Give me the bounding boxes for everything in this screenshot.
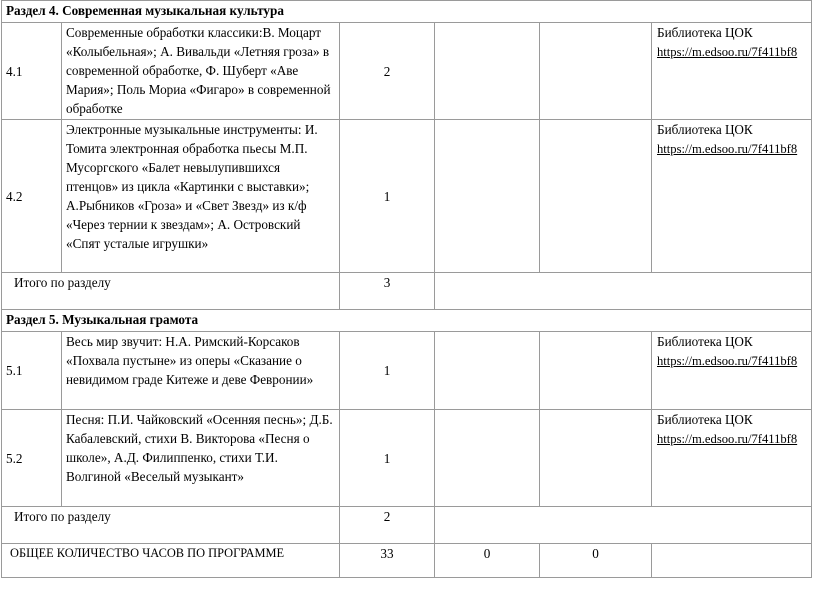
practical-cell xyxy=(540,410,652,507)
row-number: 5.1 xyxy=(2,332,62,410)
table-row xyxy=(2,23,812,120)
resource-link[interactable]: https://m.edsoo.ru/7f411bf8 xyxy=(657,142,798,156)
section-total-row xyxy=(2,507,812,544)
table-row xyxy=(2,410,812,507)
practical-cell xyxy=(540,332,652,410)
section-total-label: Итого по разделу xyxy=(2,507,340,544)
resource-label: Библиотека ЦОК xyxy=(657,412,753,427)
grand-total-control: 0 xyxy=(435,544,540,578)
control-cell xyxy=(435,410,540,507)
resource-link[interactable]: https://m.edsoo.ru/7f411bf8 xyxy=(657,45,798,59)
section-total-empty xyxy=(435,507,812,544)
section-total-row xyxy=(2,273,812,310)
table-row xyxy=(2,120,812,273)
topic-cell: Песня: П.И. Чайковский «Осенняя песнь»; Д.Б. Кабалевский, стихи В. Викторова «Песня о школе», А.Д. Филиппенко, стихи Т.И. Волгиной «Веселый музыкант» xyxy=(62,410,340,507)
section-header-row xyxy=(2,310,812,332)
topic-cell: Весь мир звучит: Н.А. Римский-Корсаков «Похвала пустыне» из оперы «Сказание о невидимом граде Китеже и деве Февронии» xyxy=(62,332,340,410)
grand-total-label: ОБЩЕЕ КОЛИЧЕСТВО ЧАСОВ ПО ПРОГРАММЕ xyxy=(2,544,340,578)
practical-cell xyxy=(540,120,652,273)
control-cell xyxy=(435,120,540,273)
table-row xyxy=(2,332,812,410)
grand-total-row xyxy=(2,544,812,578)
resource-label: Библиотека ЦОК xyxy=(657,334,753,349)
section-total-empty xyxy=(435,273,812,310)
hours-cell: 1 xyxy=(340,410,435,507)
resource-label: Библиотека ЦОК xyxy=(657,122,753,137)
grand-total-hours: 33 xyxy=(340,544,435,578)
resource-cell xyxy=(652,23,812,120)
resource-link[interactable]: https://m.edsoo.ru/7f411bf8 xyxy=(657,354,798,368)
section-total-hours: 3 xyxy=(340,273,435,310)
section-4-title: Раздел 4. Современная музыкальная культура xyxy=(2,1,812,23)
section-total-hours: 2 xyxy=(340,507,435,544)
curriculum-table xyxy=(1,0,812,578)
row-number: 4.1 xyxy=(2,23,62,120)
topic-cell: Электронные музыкальные инструменты: И. Томита электронная обработка пьесы М.П. Мусоргского «Балет невылупившихся птенцов» из цикла «Картинки с выставки»; А.Рыбников «Гроза» и «Свет Звезд» из к/ф «Через тернии к звездам»; А. Островский «Спят усталые игрушки» xyxy=(62,120,340,273)
section-total-label: Итого по разделу xyxy=(2,273,340,310)
resource-cell xyxy=(652,332,812,410)
grand-total-practical: 0 xyxy=(540,544,652,578)
practical-cell xyxy=(540,23,652,120)
row-number: 4.2 xyxy=(2,120,62,273)
hours-cell: 2 xyxy=(340,23,435,120)
resource-cell xyxy=(652,410,812,507)
grand-total-resource-empty xyxy=(652,544,812,578)
section-header-row xyxy=(2,1,812,23)
section-5-title: Раздел 5. Музыкальная грамота xyxy=(2,310,812,332)
row-number: 5.2 xyxy=(2,410,62,507)
hours-cell: 1 xyxy=(340,332,435,410)
resource-label: Библиотека ЦОК xyxy=(657,25,753,40)
resource-cell xyxy=(652,120,812,273)
topic-cell: Современные обработки классики:В. Моцарт «Колыбельная»; А. Вивальди «Летняя гроза» в современной обработке, Ф. Шуберт «Аве Мария»; Поль Мориа «Фигаро» в современной обработке xyxy=(62,23,340,120)
control-cell xyxy=(435,332,540,410)
resource-link[interactable]: https://m.edsoo.ru/7f411bf8 xyxy=(657,432,798,446)
control-cell xyxy=(435,23,540,120)
hours-cell: 1 xyxy=(340,120,435,273)
